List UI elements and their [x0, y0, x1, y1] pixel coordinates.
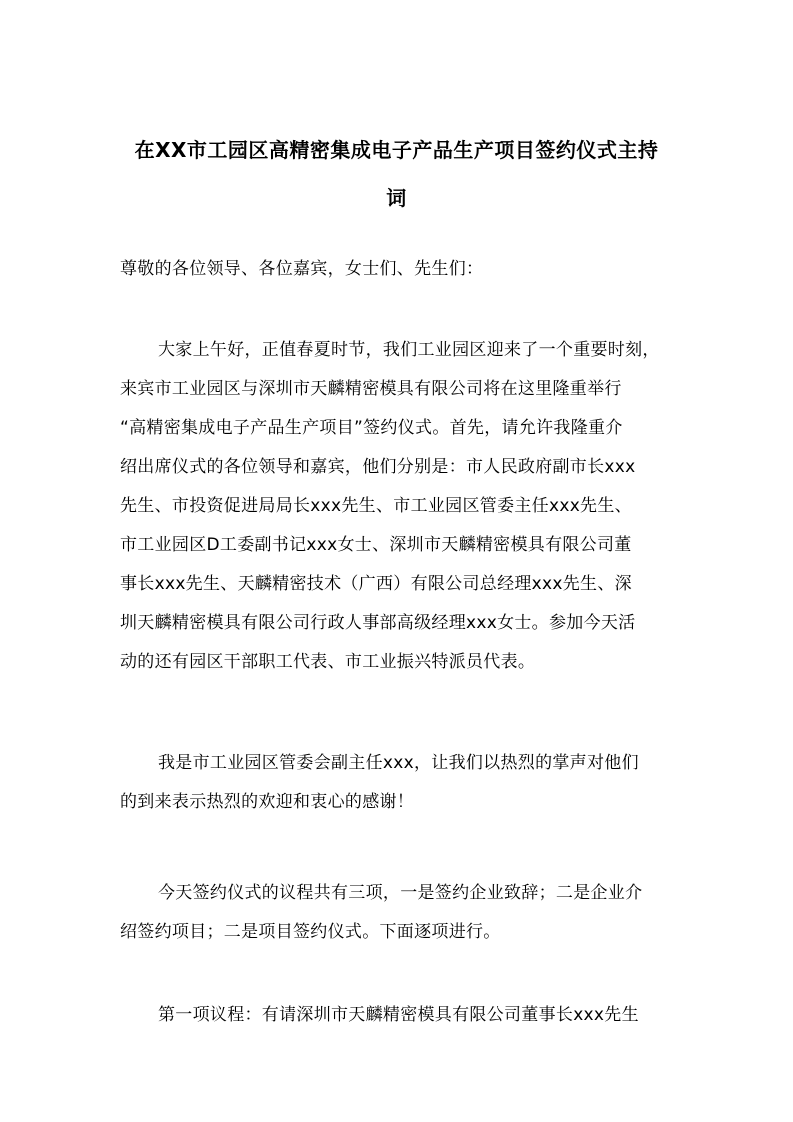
paragraph-1-line: 动的还有园区干部职工代表、市工业振兴特派员代表。 — [120, 652, 536, 672]
salutation: 尊敬的各位领导、各位嘉宾，女士们、先生们： — [120, 259, 484, 279]
document-title-line-1: 在XX市工园区高精密集成电子产品生产项目签约仪式主持 — [134, 138, 659, 162]
paragraph-1-line: 先生、市投资促进局局长xxx先生、市工业园区管委主任xxx先生、 — [120, 496, 632, 516]
document-title-line-2: 词 — [386, 186, 407, 210]
paragraph-4-line: 第一项议程：有请深圳市天麟精密模具有限公司董事长xxx先生 — [158, 1005, 639, 1025]
paragraph-3-line: 今天签约仪式的议程共有三项，一是签约企业致辞；二是企业介 — [158, 883, 643, 903]
paragraph-1-line: 绍出席仪式的各位领导和嘉宾，他们分别是：市人民政府副市长xxx — [120, 457, 636, 477]
paragraph-2-line: 我是市工业园区管委会副主任xxx，让我们以热烈的掌声对他们 — [158, 753, 639, 773]
paragraph-1-line: 圳天麟精密模具有限公司行政人事部高级经理xxx女士。参加今天活 — [120, 613, 636, 633]
paragraph-1-line: 来宾市工业园区与深圳市天麟精密模具有限公司将在这里隆重举行 — [120, 379, 622, 399]
paragraph-1-line: 事长xxx先生、天麟精密技术（广西）有限公司总经理xxx先生、深 — [120, 574, 632, 594]
paragraph-3-line: 绍签约项目；二是项目签约仪式。下面逐项进行。 — [120, 922, 501, 942]
paragraph-1-line: 市工业园区D工委副书记xxx女士、深圳市天麟精密模具有限公司董 — [120, 535, 632, 555]
paragraph-2-line: 的到来表示热烈的欢迎和衷心的感谢！ — [120, 792, 415, 812]
paragraph-1-line: “高精密集成电子产品生产项目”签约仪式。首先，请允许我隆重介 — [120, 418, 623, 438]
paragraph-1-line: 大家上午好，正值春夏时节，我们工业园区迎来了一个重要时刻， — [158, 340, 660, 360]
